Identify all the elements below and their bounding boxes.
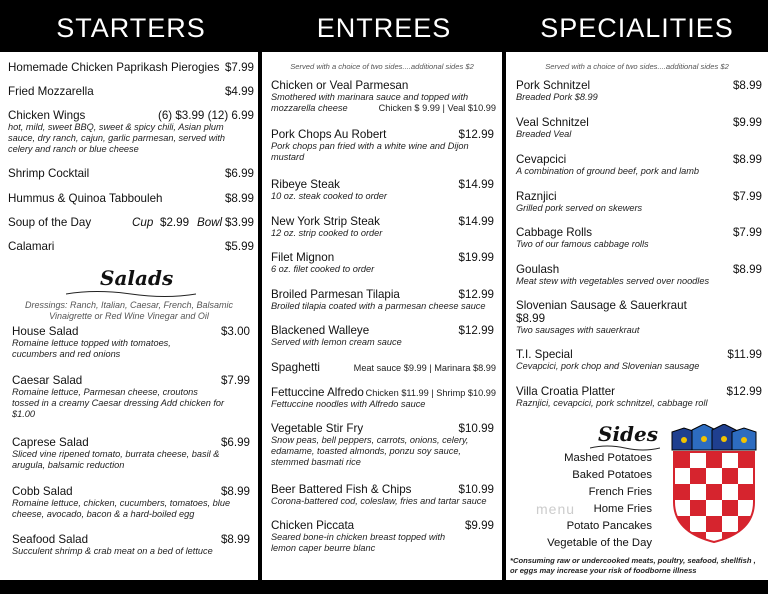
- shield-square: [722, 500, 738, 516]
- entree-name: Blackened Walleye: [271, 324, 370, 337]
- side-item: Potato Pancakes: [566, 520, 652, 532]
- menu-item-price: $4.99: [224, 85, 254, 98]
- speciality-price: $8.99: [732, 263, 762, 276]
- salad-price: $8.99: [220, 533, 250, 546]
- salad-desc: Sliced vine ripened tomato, burrata cheese, basil & arugula, balsamic reduction: [12, 449, 220, 470]
- speciality-price: $7.99: [732, 190, 762, 203]
- starters-panel: [0, 52, 258, 580]
- side-item: Home Fries: [593, 503, 652, 515]
- speciality-desc: Breaded Pork $8.99: [516, 92, 598, 102]
- entrees-note: Served with a choice of two sides....additional sides $2: [290, 62, 474, 71]
- speciality-desc: Breaded Veal: [516, 129, 572, 139]
- soup-cup-label: Cup: [132, 216, 154, 229]
- entree-name: Chicken Piccata: [271, 519, 355, 532]
- speciality-price: $8.99: [732, 79, 762, 92]
- croatian-coat-of-arms-icon: [668, 424, 760, 544]
- menu-item-name: Calamari: [8, 240, 55, 253]
- shield-square: [674, 452, 690, 468]
- side-item: Mashed Potatoes: [564, 452, 652, 464]
- header-entrees: ENTREES: [316, 13, 452, 43]
- salad-desc: Romaine lettuce topped with tomatoes, cucumbers and red onions: [12, 338, 171, 359]
- entree-desc: Pork chops pan fried with a white wine and Dijon mustard: [271, 141, 469, 162]
- shield-square: [690, 468, 706, 484]
- salad-price: $7.99: [220, 374, 250, 387]
- speciality-name: Cevapcici: [516, 153, 567, 166]
- menu-item-name: Shrimp Cocktail: [8, 167, 90, 180]
- entree-price: Meat sauce $9.99 | Marinara $8.99: [353, 363, 496, 373]
- menu-item-desc: hot, mild, sweet BBQ, sweet & spicy chili, Asian plum sauce, dry ranch, cajun, garlic parmesan, served with celery and ranch or blue cheese: [8, 122, 226, 154]
- speciality-price: $12.99: [726, 385, 762, 398]
- side-item: Baked Potatoes: [572, 469, 652, 481]
- entree-name: Spaghetti: [271, 361, 320, 374]
- speciality-name: Pork Schnitzel: [516, 79, 591, 92]
- entree-desc: Fettuccine noodles with Alfredo sauce: [271, 399, 426, 409]
- entree-desc: Broiled tilapia coated with a parmesan cheese sauce: [271, 301, 486, 311]
- entree-name: Vegetable Stir Fry: [271, 422, 364, 435]
- speciality-price: $9.99: [732, 116, 762, 129]
- salad-name: House Salad: [12, 325, 79, 338]
- shield-square: [674, 484, 690, 500]
- entree-price: $9.99: [464, 519, 494, 532]
- header-specialities: SPECIALITIES: [540, 13, 734, 43]
- menu-item-name: Chicken Wings: [8, 109, 86, 122]
- shield-square: [738, 516, 754, 532]
- menu-item-price: $8.99: [224, 192, 254, 205]
- salad-desc: Romaine lettuce, chicken, cucumbers, tomatoes, blue cheese, avocado, bacon & a hard-boiled egg: [12, 498, 231, 519]
- speciality-price: $11.99: [727, 348, 762, 361]
- shield-square: [706, 484, 722, 500]
- menu-item-name: Hummus & Quinoa Tabbouleh: [8, 192, 163, 205]
- speciality-desc: Two of our famous cabbage rolls: [516, 239, 649, 249]
- entree-desc: Snow peas, bell peppers, carrots, onions, celery, edamame, toasted almonds, ponzu soy sauce, stemmed basmati rice: [271, 435, 469, 467]
- soup-bowl-label: Bowl: [197, 216, 223, 229]
- soup-cup-price: $2.99: [160, 216, 190, 229]
- entree-desc: 10 oz. steak cooked to order: [271, 191, 387, 201]
- salad-name: Caprese Salad: [12, 436, 89, 449]
- speciality-price: $8.99: [732, 153, 762, 166]
- menu-item-price: $5.99: [224, 240, 254, 253]
- flourish-icon: [66, 289, 196, 299]
- entree-price: $12.99: [458, 324, 494, 337]
- entree-extra: Chicken $ 9.99 | Veal $10.99: [378, 103, 496, 113]
- entree-name: Broiled Parmesan Tilapia: [271, 288, 400, 301]
- entree-price: $10.99: [458, 422, 494, 435]
- speciality-name: Veal Schnitzel: [516, 116, 589, 129]
- header-starters: STARTERS: [56, 13, 206, 43]
- speciality-name: Goulash: [516, 263, 560, 276]
- entree-desc: 12 oz. strip cooked to order: [271, 228, 383, 238]
- entree-name: Beer Battered Fish & Chips: [271, 483, 412, 496]
- salad-desc: Succulent shrimp & crab meat on a bed of lettuce: [12, 546, 213, 556]
- speciality-name: Raznjici: [516, 190, 557, 203]
- entree-name: Fettuccine Alfredo: [271, 386, 364, 399]
- side-item: French Fries: [588, 486, 652, 498]
- dressings-note: Dressings: Ranch, Italian, Caesar, French, Balsamic Vinaigrette or Red Wine Vinegar and Oil: [24, 300, 234, 321]
- entree-price: $12.99: [458, 128, 494, 141]
- entree-desc: Smothered with marinara sauce and topped with mozzarella cheese: [271, 92, 469, 113]
- soup-bowl-price: $3.99: [224, 216, 254, 229]
- speciality-desc: Meat stew with vegetables served over noodles: [516, 276, 710, 286]
- speciality-desc: Raznjici, cevapcici, pork schnitzel, cabbage roll: [516, 398, 708, 408]
- entree-desc: 6 oz. filet cooked to order: [271, 264, 375, 274]
- entree-price: Chicken $11.99 | Shrimp $10.99: [365, 388, 496, 398]
- watermark-text: menu: [536, 501, 576, 517]
- side-item: Vegetable of the Day: [547, 537, 652, 549]
- menu-item-price: $7.99: [224, 61, 254, 74]
- speciality-desc: Cevapcici, pork chop and Slovenian sausage: [516, 361, 700, 371]
- shield-square: [706, 516, 722, 532]
- speciality-name: Slovenian Sausage & Sauerkraut: [516, 299, 687, 312]
- specialities-note: Served with a choice of two sides....additional sides $2: [545, 62, 729, 71]
- entree-desc: Seared bone-in chicken breast topped with lemon caper beurre blanc: [271, 532, 446, 553]
- entree-name: Chicken or Veal Parmesan: [271, 79, 409, 92]
- entree-name: Pork Chops Au Robert: [271, 128, 387, 141]
- entree-name: Ribeye Steak: [271, 178, 340, 191]
- flourish-icon: [590, 444, 660, 452]
- speciality-name: Villa Croatia Platter: [516, 385, 616, 398]
- entree-price: $12.99: [458, 288, 494, 301]
- entree-price: $19.99: [458, 251, 494, 264]
- entree-price: $10.99: [458, 483, 494, 496]
- entree-desc: Corona-battered cod, coleslaw, fries and tartar sauce: [271, 496, 487, 506]
- sides-title: Sides: [598, 422, 659, 446]
- salad-name: Seafood Salad: [12, 533, 89, 546]
- speciality-price: $8.99: [516, 312, 546, 325]
- specialities-panel: [506, 52, 768, 580]
- salad-desc: Romaine lettuce, Parmesan cheese, croutons tossed in a creamy Caesar dressing Add chicken for $1.00: [12, 387, 225, 419]
- salad-name: Cobb Salad: [12, 485, 73, 498]
- salad-price: $3.00: [220, 325, 250, 338]
- entree-desc: Served with lemon cream sauce: [271, 337, 402, 347]
- shield-square: [738, 452, 754, 468]
- menu-item-name: Homemade Chicken Paprikash Pierogies: [8, 61, 220, 74]
- entrees-panel: [262, 52, 502, 580]
- shield-square: [722, 468, 738, 484]
- salads-title: Salads: [100, 266, 174, 290]
- speciality-desc: A combination of ground beef, pork and lamb: [516, 166, 700, 176]
- consumer-advisory: *Consuming raw or undercooked meats, poultry, seafood, shellfish , or eggs may increase your risk of foodborne illness: [510, 556, 756, 575]
- salad-name: Caesar Salad: [12, 374, 83, 387]
- speciality-name: T.I. Special: [516, 348, 573, 361]
- speciality-desc: Grilled pork served on skewers: [516, 203, 643, 213]
- menu-item-name: Fried Mozzarella: [8, 85, 94, 98]
- entree-name: Filet Mignon: [271, 251, 335, 264]
- menu-item-price: $6.99: [224, 167, 254, 180]
- shield-square: [706, 452, 722, 468]
- menu-item-price: (6) $3.99 (12) 6.99: [157, 109, 254, 122]
- speciality-name: Cabbage Rolls: [516, 226, 593, 239]
- shield-square: [690, 500, 706, 516]
- menu-item-name: Soup of the Day: [8, 216, 92, 229]
- speciality-desc: Two sausages with sauerkraut: [516, 325, 640, 335]
- entree-price: $14.99: [458, 215, 494, 228]
- salad-price: $6.99: [220, 436, 250, 449]
- salad-price: $8.99: [220, 485, 250, 498]
- shield-square: [738, 484, 754, 500]
- entree-name: New York Strip Steak: [271, 215, 380, 228]
- speciality-price: $7.99: [732, 226, 762, 239]
- shield-square: [674, 516, 690, 532]
- entree-price: $14.99: [458, 178, 494, 191]
